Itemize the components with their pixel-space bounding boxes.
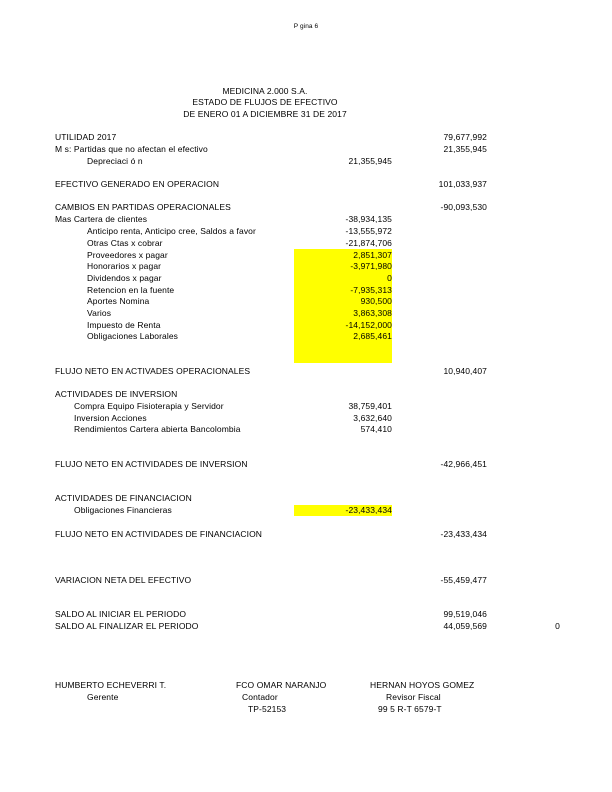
no-cash-total: 21,355,945 (443, 144, 487, 154)
signature-role: Contador (242, 692, 278, 702)
signature-role: Revisor Fiscal (386, 692, 441, 702)
cambios-label: CAMBIOS EN PARTIDAS OPERACIONALES (55, 202, 231, 212)
flujo-operacionales-label: FLUJO NETO EN ACTIVADES OPERACIONALES (55, 366, 251, 376)
signature-id: TP-52153 (248, 704, 287, 714)
signature-id: 99 5 R-T 6579-T (378, 704, 442, 714)
saldo-final-total: 44,059,569 (443, 621, 487, 631)
item-label: Obligaciones Laborales (87, 331, 179, 341)
item-amount: -14,152,000 (345, 320, 392, 330)
depreciacion-amount: 21,355,945 (348, 156, 392, 166)
company-name: MEDICINA 2.000 S.A. (222, 86, 308, 96)
item-label: Retencion en la fuente (87, 285, 175, 295)
no-cash-label: M s: Partidas que no afectan el efectivo (55, 144, 208, 154)
inversion-item-label: Inversion Acciones (74, 413, 147, 423)
flujo-inversion-label: FLUJO NETO EN ACTIVIDADES DE INVERSION (55, 459, 248, 469)
item-label: Dividendos x pagar (87, 273, 162, 283)
financiacion-item-amount: -23,433,434 (345, 505, 392, 515)
variacion-total: -55,459,477 (440, 575, 487, 585)
depreciacion-label: Depreciaci ó n (87, 156, 143, 166)
signature-name: HUMBERTO ECHEVERRI T. (55, 680, 167, 690)
statement-period: DE ENERO 01 A DICIEMBRE 31 DE 2017 (183, 109, 347, 119)
financiacion-heading: ACTIVIDADES DE FINANCIACION (55, 493, 192, 503)
inversion-item-label: Rendimientos Cartera abierta Bancolombia (74, 424, 241, 434)
item-label: Varios (87, 308, 112, 318)
statement-title: ESTADO DE FLUJOS DE EFECTIVO (192, 97, 338, 107)
inversion-item-amount: 574,410 (360, 424, 392, 434)
variacion-label: VARIACION NETA DEL EFECTIVO (55, 575, 192, 585)
flujo-inversion-total: -42,966,451 (440, 459, 487, 469)
item-amount: -21,874,706 (345, 238, 392, 248)
flujo-financiacion-label: FLUJO NETO EN ACTIVIDADES DE FINANCIACION (55, 529, 263, 539)
inversion-heading: ACTIVIDADES DE INVERSION (55, 389, 178, 399)
item-amount: -3,971,980 (350, 261, 392, 271)
saldo-final-label: SALDO AL FINALIZAR EL PERIODO (55, 621, 199, 631)
signature-name: FCO OMAR NARANJO (236, 680, 327, 690)
item-amount: 930,500 (360, 296, 392, 306)
saldo-inicial-label: SALDO AL INICIAR EL PERIODO (55, 609, 187, 619)
signature-role: Gerente (87, 692, 119, 702)
item-amount: 2,685,461 (353, 331, 392, 341)
financiacion-item-label: Obligaciones Financieras (74, 505, 172, 515)
efectivo-generado-label: EFECTIVO GENERADO EN OPERACION (55, 179, 220, 189)
item-label: Aportes Nomina (87, 296, 150, 306)
item-label: Anticipo renta, Anticipo cree, Saldos a favor (87, 226, 256, 236)
inversion-item-label: Compra Equipo Fisioterapia y Servidor (74, 401, 224, 411)
flujo-operacionales-total: 10,940,407 (443, 366, 487, 376)
utilidad-total: 79,677,992 (443, 132, 487, 142)
item-amount: 3,863,308 (353, 308, 392, 318)
page-number: P gina 6 (293, 23, 319, 30)
inversion-item-amount: 3,632,640 (353, 413, 392, 423)
inversion-item-amount: 38,759,401 (348, 401, 392, 411)
item-amount: -38,934,135 (345, 214, 392, 224)
item-label: Mas Cartera de clientes (55, 214, 148, 224)
item-label: Otras Ctas x cobrar (87, 238, 163, 248)
utilidad-label: UTILIDAD 2017 (55, 132, 117, 142)
saldo-final-extra: 0 (555, 621, 560, 631)
item-amount: -7,935,313 (350, 285, 392, 295)
item-label: Honorarios x pagar (87, 261, 162, 271)
item-label: Impuesto de Renta (87, 320, 161, 330)
item-label: Proveedores x pagar (87, 250, 168, 260)
item-amount: -13,555,972 (345, 226, 392, 236)
item-amount: 0 (387, 273, 392, 283)
cambios-total: -90,093,530 (440, 202, 487, 212)
flujo-financiacion-total: -23,433,434 (440, 529, 487, 539)
item-amount: 2,851,307 (353, 250, 392, 260)
efectivo-generado-total: 101,033,937 (438, 179, 487, 189)
saldo-inicial-total: 99,519,046 (443, 609, 487, 619)
signature-name: HERNAN HOYOS GOMEZ (370, 680, 475, 690)
